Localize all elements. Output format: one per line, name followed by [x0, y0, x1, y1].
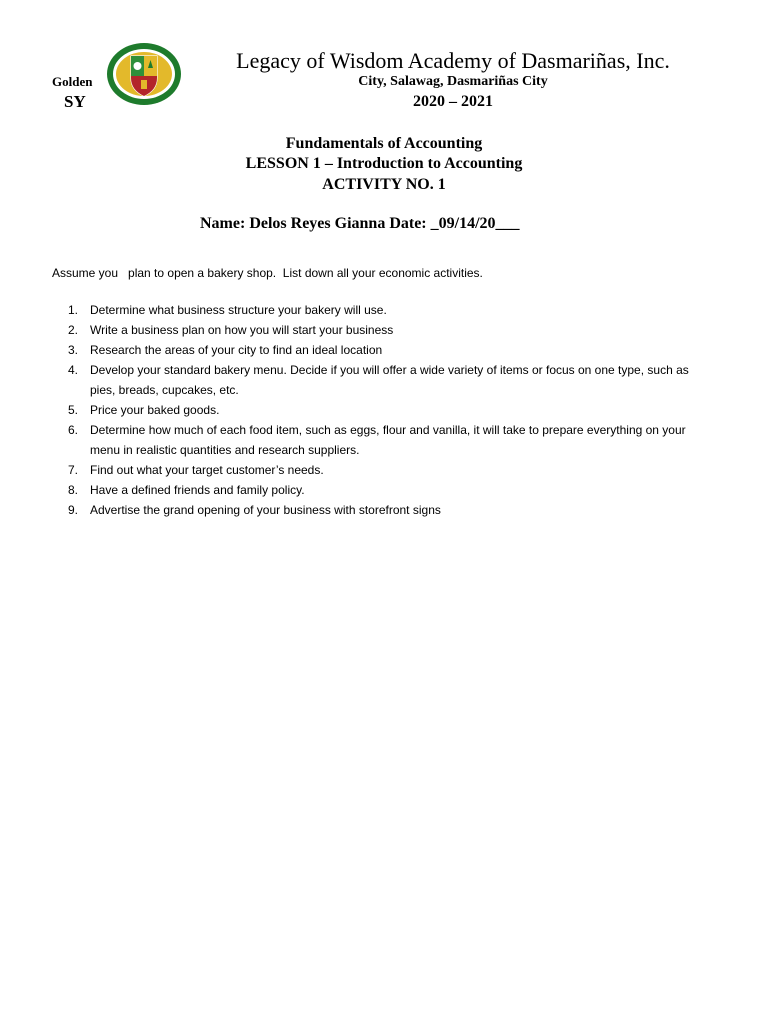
list-item-text: Price your baked goods. [90, 403, 220, 417]
list-item-number: 6. [68, 423, 79, 437]
list-item [52, 320, 712, 340]
list-item [52, 500, 712, 520]
school-name: Legacy of Wisdom Academy of Dasmariñas, Inc. [236, 48, 670, 73]
list-item-number: 5. [68, 403, 79, 417]
list-item [52, 400, 712, 420]
list-item [52, 420, 712, 460]
list-item-text: Develop your standard bakery menu. Decide if you will offer a wide variety of items or focus on one type, such as pies, breads, cupcakes, etc. [90, 363, 689, 397]
list-item-text: Write a business plan on how you will start your business [90, 323, 394, 337]
school-address: City, Salawag, Dasmariñas City [358, 74, 548, 89]
list-item [52, 340, 712, 360]
subject-title: Fundamentals of Accounting [285, 135, 483, 152]
list-item-text: Advertise the grand opening of your business with storefront signs [90, 503, 441, 517]
list-item-number: 3. [68, 343, 79, 357]
list-item-number: 7. [68, 463, 79, 477]
header-left-label: Golden [52, 74, 93, 89]
list-item-text: Research the areas of your city to find an ideal location [90, 343, 383, 357]
list-item-text: Have a defined friends and family policy. [90, 483, 305, 497]
task-list [52, 300, 712, 520]
header-sy-label: SY [64, 92, 86, 111]
list-item-number: 8. [68, 483, 79, 497]
list-item-number: 4. [68, 363, 79, 377]
list-item-number: 9. [68, 503, 79, 517]
list-item [52, 360, 712, 400]
name-date-line: Name: Delos Reyes Gianna Date: _09/14/20___ [200, 215, 520, 232]
list-item [52, 300, 712, 320]
list-item-text: Determine what business structure your bakery will use. [90, 303, 387, 317]
list-item-number: 1. [68, 303, 79, 317]
school-year: 2020 – 2021 [413, 93, 493, 110]
lesson-title: LESSON 1 – Introduction to Accounting [245, 155, 523, 172]
activity-title: ACTIVITY NO. 1 [322, 176, 446, 193]
instruction-text: Assume you plan to open a bakery shop. List down all your economic activities. [52, 266, 483, 280]
list-item-text: Determine how much of each food item, such as eggs, flour and vanilla, it will take to prepare everything on your menu in realistic quantities and research suppliers. [90, 423, 686, 457]
list-item [52, 460, 712, 480]
school-logo [105, 42, 183, 106]
list-item [52, 480, 712, 500]
list-item-number: 2. [68, 323, 79, 337]
list-item-text: Find out what your target customer’s needs. [90, 463, 324, 477]
